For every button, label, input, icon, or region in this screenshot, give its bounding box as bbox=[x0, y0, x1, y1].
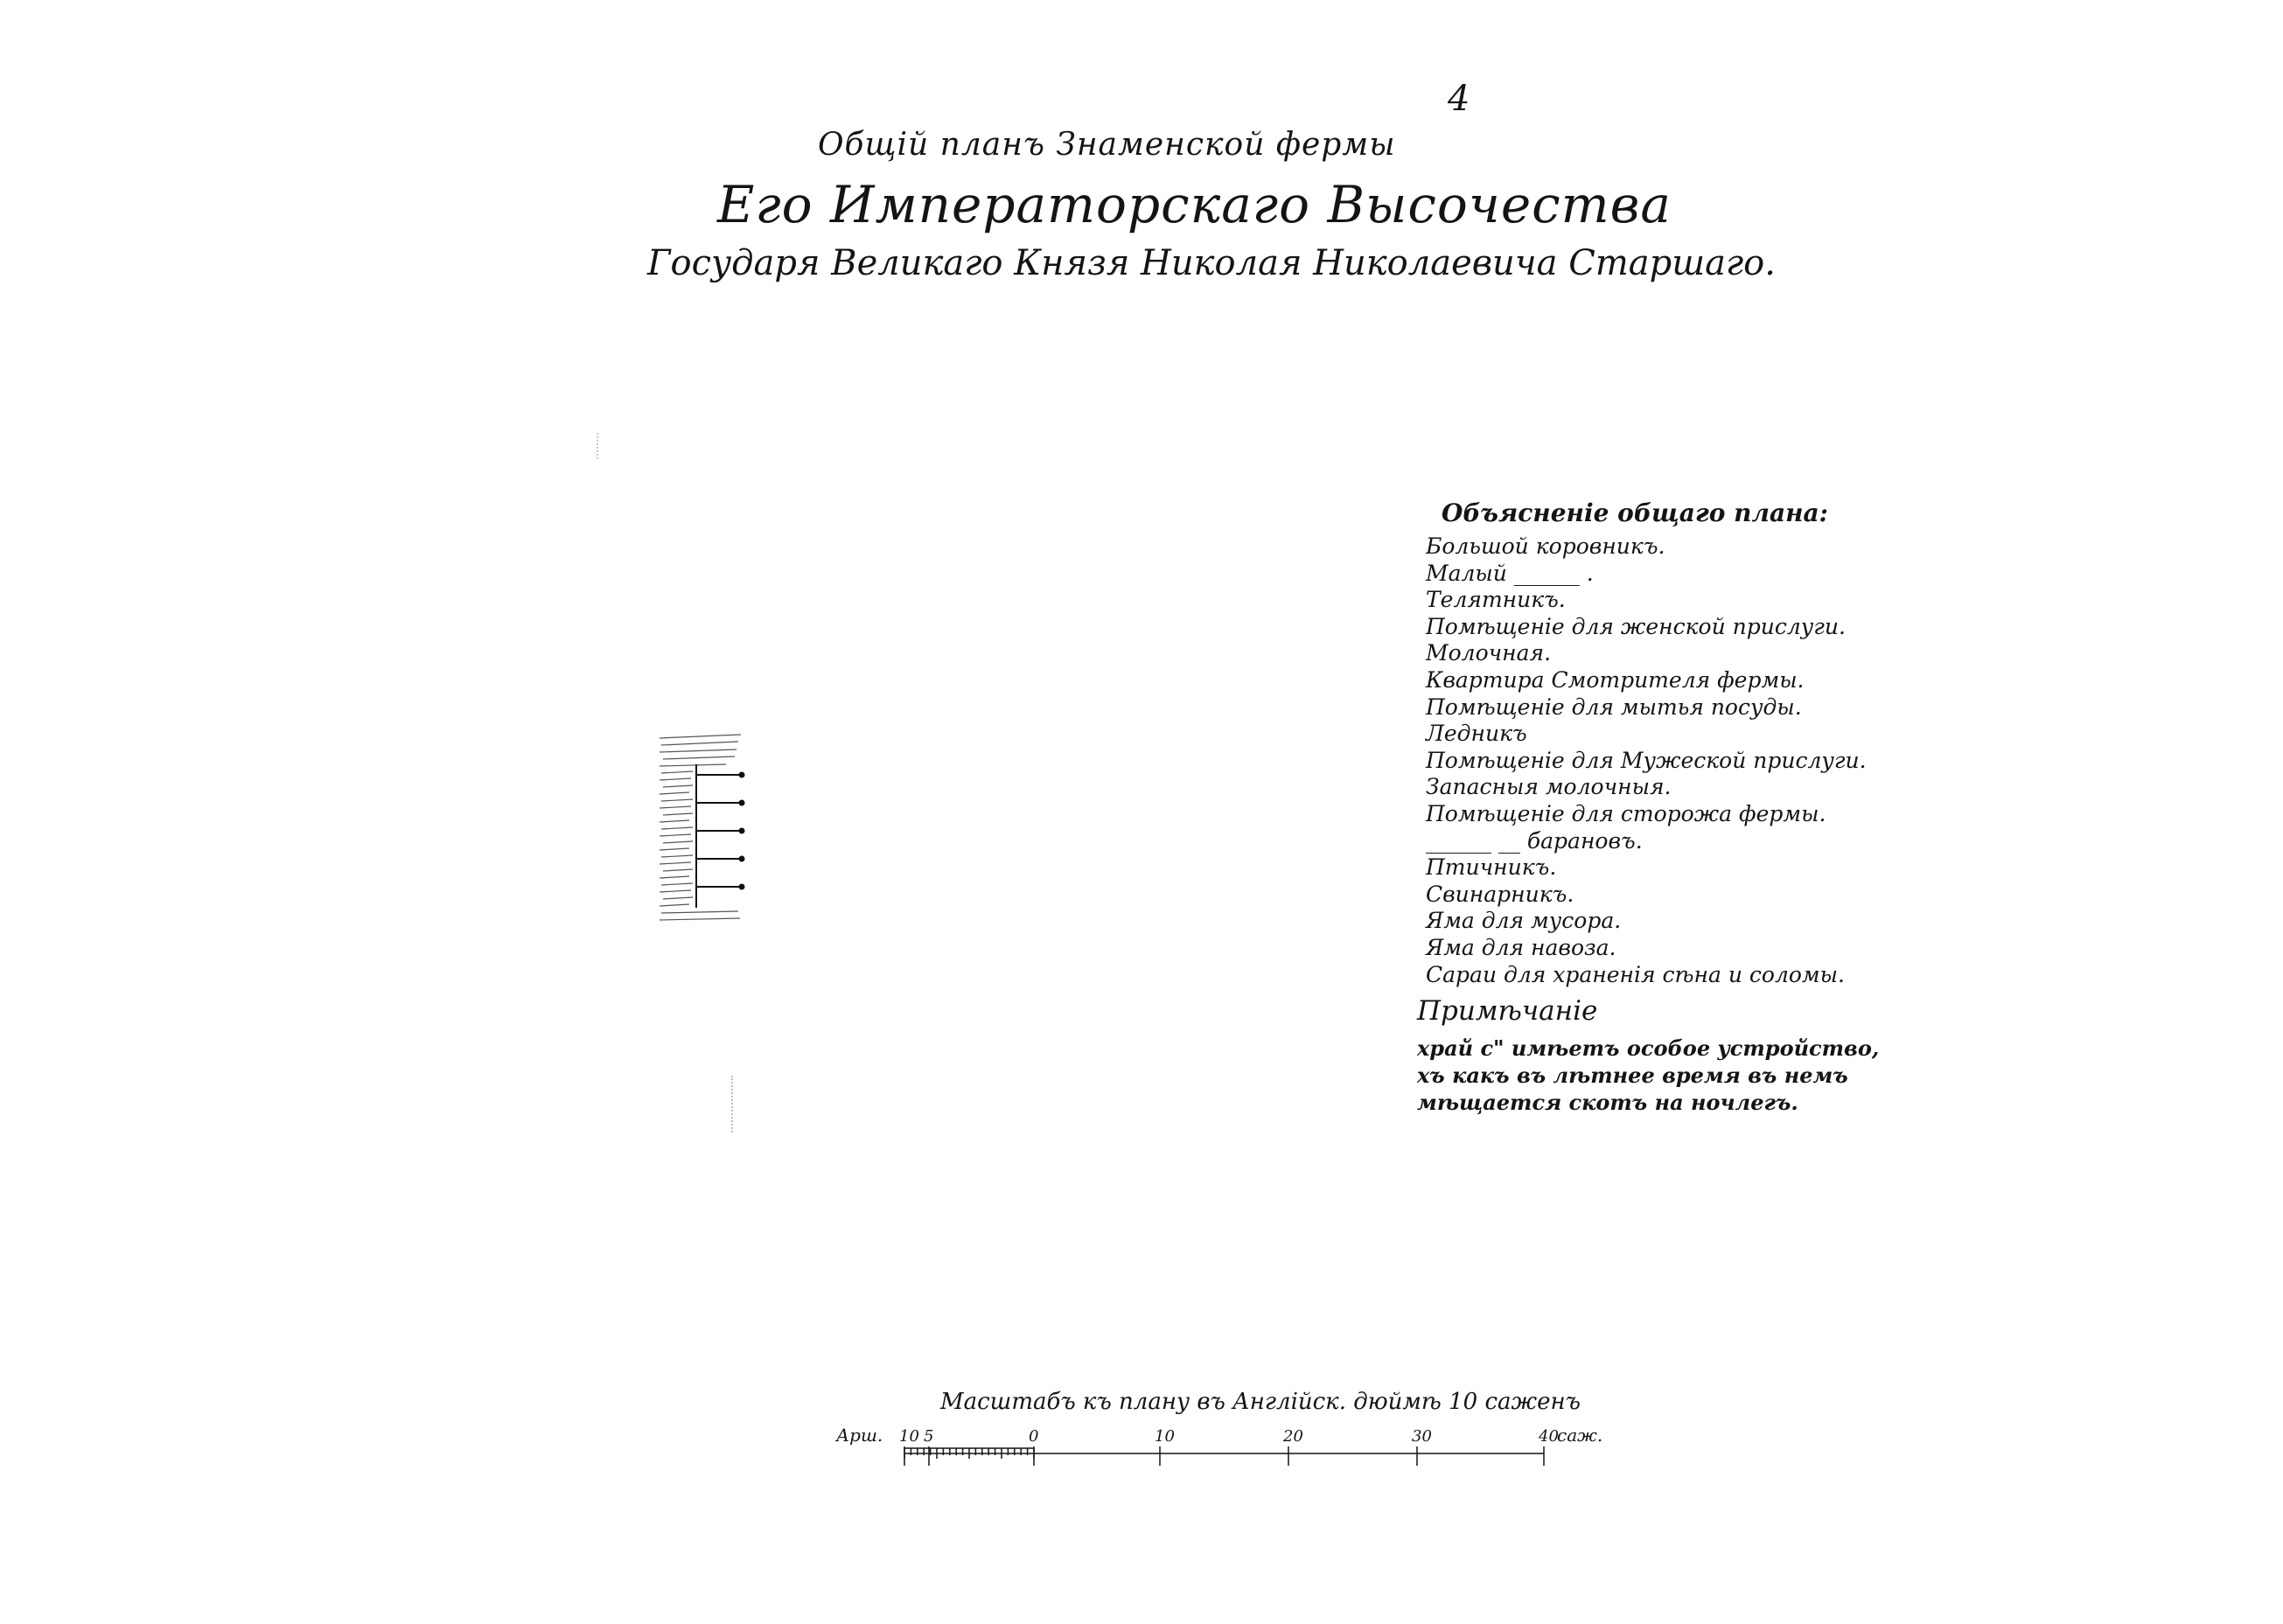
scale-tick-label: 30 bbox=[1412, 1427, 1432, 1446]
title-line-3: Государя Великаго Князя Николая Николаевича Старшаго. bbox=[647, 243, 1776, 283]
legend-item: Помѣщеніе для сторожа фермы. bbox=[1426, 800, 1826, 826]
legend-item: Ледникъ bbox=[1426, 721, 1527, 747]
scale-tick-label: 20 bbox=[1283, 1427, 1303, 1446]
legend-heading: Объясненіе общаго плана: bbox=[1442, 498, 1828, 527]
scale-tick-label: 10 bbox=[1155, 1427, 1175, 1446]
legend-item: Малый ______ . bbox=[1426, 560, 1594, 586]
plan-fragment bbox=[658, 733, 745, 927]
legend-item: Телятникъ. bbox=[1426, 587, 1566, 613]
legend-item: Свинарникъ. bbox=[1426, 881, 1574, 907]
scale-ticks bbox=[904, 1446, 1544, 1466]
scale-right-unit: саж. bbox=[1557, 1425, 1603, 1446]
legend-list bbox=[1417, 533, 1867, 988]
legend-item: Квартира Смотрителя фермы. bbox=[1426, 666, 1805, 693]
legend-item: Помѣщеніе для женской прислуги. bbox=[1426, 613, 1846, 639]
hatched-wall bbox=[660, 735, 741, 920]
scale-tick-label: 0 bbox=[1029, 1427, 1039, 1446]
note-line: храй с" имѣетъ особое устройство, bbox=[1417, 1035, 1880, 1062]
legend-item: Сараи для храненія сѣна и соломы. bbox=[1426, 961, 1845, 987]
note-line: мѣщается скотъ на ночлегъ. bbox=[1417, 1090, 1798, 1116]
legend-item: Яма для мусора. bbox=[1426, 908, 1622, 934]
faint-dotted-line bbox=[731, 1076, 735, 1133]
legend-item: Помѣщеніе для Мужеской прислуги. bbox=[1426, 747, 1867, 773]
legend-item: Молочная. bbox=[1426, 640, 1552, 666]
legend-item: Помѣщеніе для мытья посуды. bbox=[1426, 694, 1802, 720]
legend bbox=[1417, 498, 1880, 1117]
sheet-number: 4 bbox=[1448, 79, 1470, 119]
scale-tick-labels bbox=[899, 1427, 1559, 1446]
scale-tick-label: 40 bbox=[1539, 1427, 1559, 1446]
note-heading: Примѣчаніе bbox=[1417, 995, 1598, 1028]
margin-dots bbox=[597, 433, 600, 459]
scale-caption: Масштабъ къ плану въ Англійск. дюймѣ 10 саженъ bbox=[940, 1389, 1581, 1415]
title-line-1: Общій планъ Знаменской фермы bbox=[818, 127, 1396, 163]
stall-lines bbox=[696, 764, 744, 908]
legend-item: Птичникъ. bbox=[1426, 854, 1557, 881]
title-line-2: Его Императорскаго Высочества bbox=[717, 175, 1672, 234]
legend-item: Яма для навоза. bbox=[1426, 934, 1616, 960]
legend-item: Большой коровникъ. bbox=[1426, 533, 1665, 559]
scale-tick-label: 10 bbox=[899, 1427, 919, 1446]
note-line: хъ какъ въ лѣтнее время въ немъ bbox=[1417, 1063, 1848, 1089]
scale-bar bbox=[831, 1417, 1618, 1471]
legend-item: ______ __ барановъ. bbox=[1426, 827, 1643, 854]
scale-tick-label: 5 bbox=[924, 1427, 934, 1446]
legend-item: Запасныя молочныя. bbox=[1426, 774, 1672, 800]
scale-left-unit: Арш. bbox=[836, 1425, 883, 1446]
